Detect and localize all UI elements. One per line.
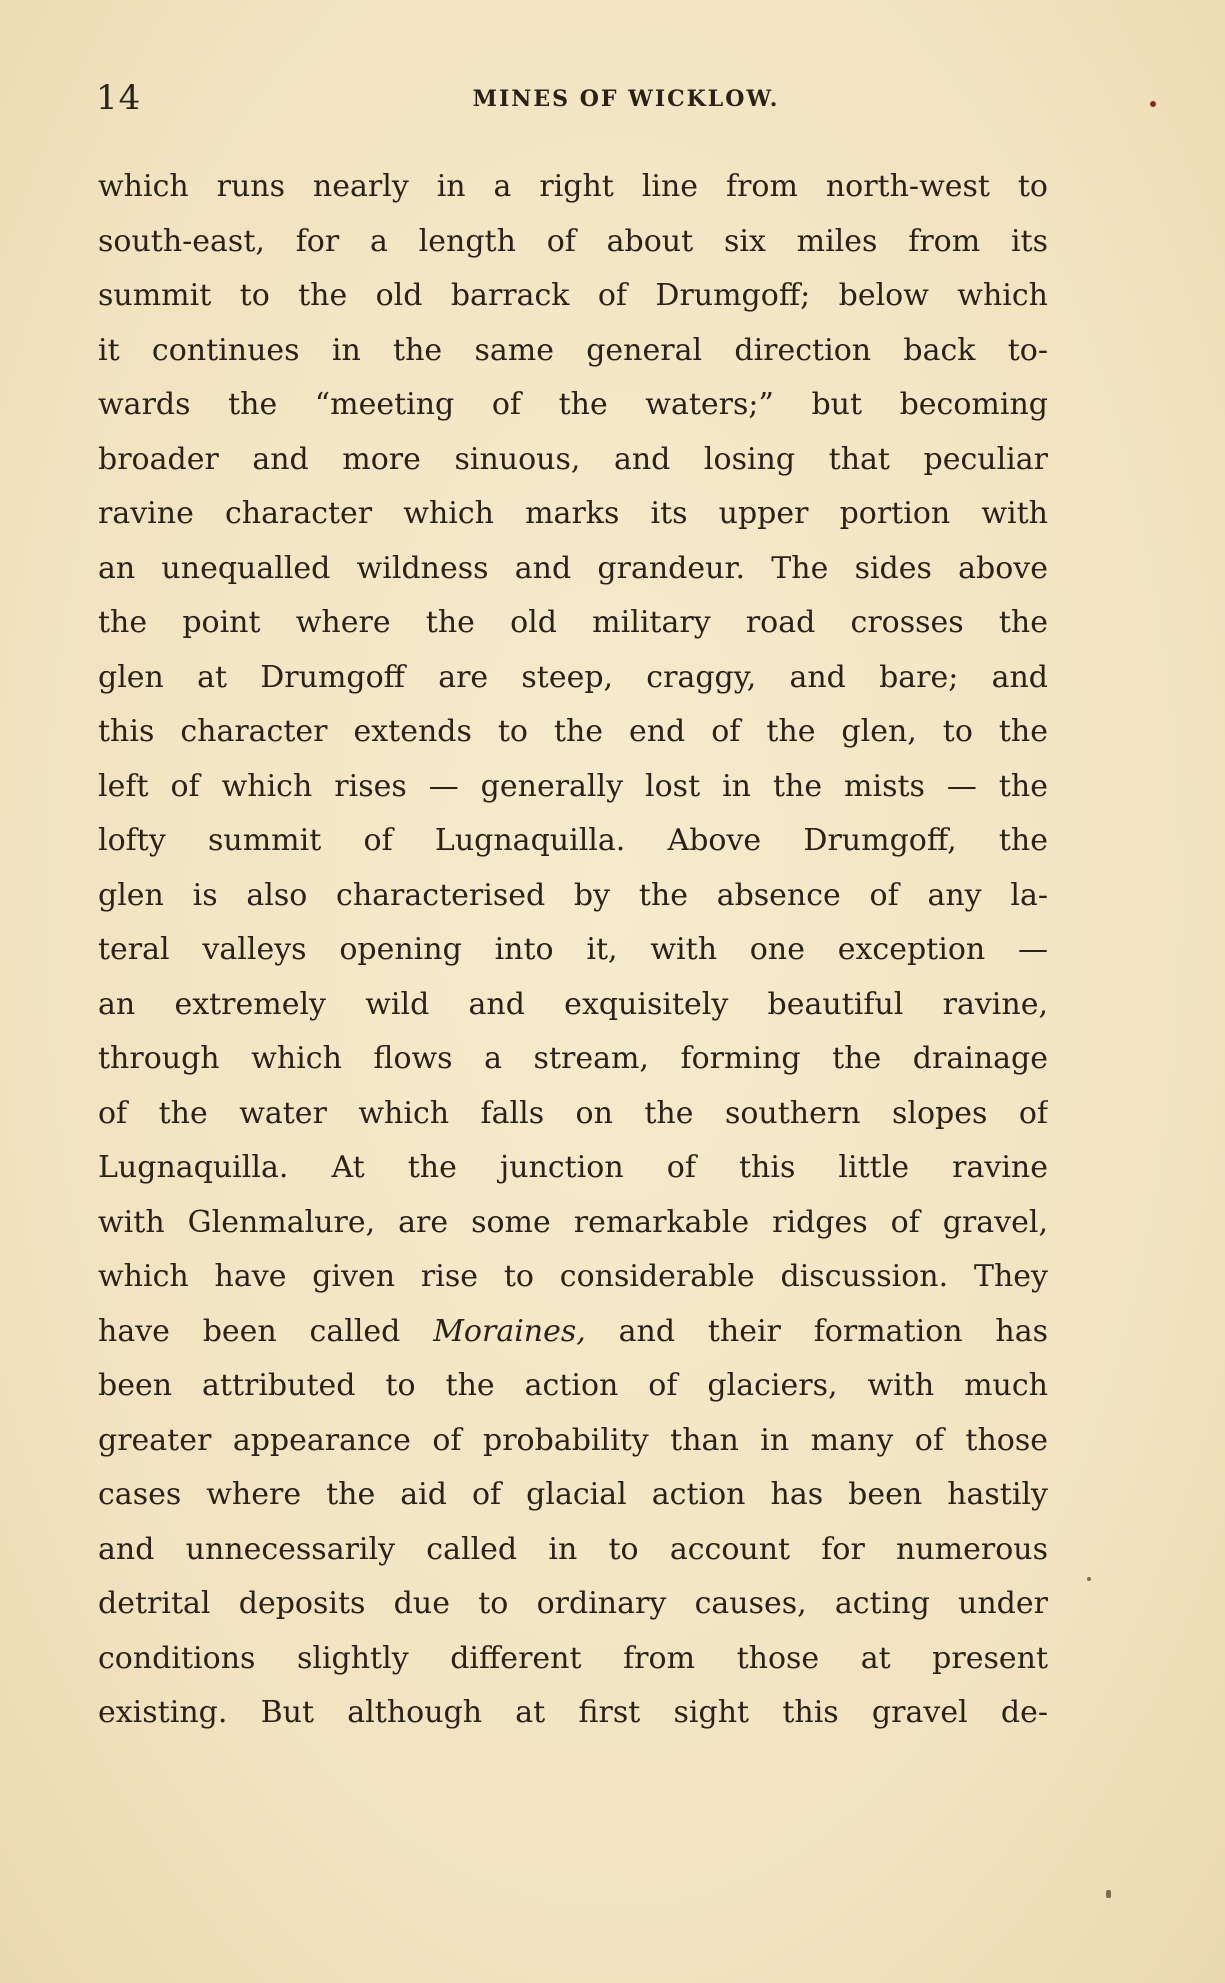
text-line: cases where the aid of glacial action has been hastily <box>98 1477 1048 1512</box>
text-line: detrital deposits due to ordinary causes, acting under <box>98 1586 1048 1621</box>
running-title: MINES OF WICKLOW. <box>472 86 780 112</box>
page-number: 14 <box>96 78 142 118</box>
text-line: been attributed to the action of glaciers, with much <box>98 1368 1048 1403</box>
text-line: greater appearance of probability than in many of those <box>98 1422 1048 1458</box>
text-line: an extremely wild and exquisitely beautiful ravine, <box>98 986 1048 1022</box>
text-line: through which flows a stream, forming the drainage <box>98 1041 1048 1076</box>
text-line: Lugnaquilla. At the junction of this little ravine <box>98 1150 1048 1185</box>
body-text <box>98 160 1048 1741</box>
text-segment: have been called <box>98 1313 434 1349</box>
text-line: glen is also characterised by the absence of any la- <box>98 877 1048 913</box>
ink-speck <box>1087 1577 1091 1581</box>
text-line: it continues in the same general direction back to- <box>98 332 1048 368</box>
ink-speck <box>1150 101 1156 107</box>
page-header <box>96 78 1156 118</box>
text-line: conditions slightly different from those at present <box>98 1640 1048 1676</box>
text-line: left of which rises — generally lost in the mists — the <box>98 768 1048 804</box>
text-line: the point where the old military road crosses the <box>98 605 1048 640</box>
text-line: wards the “meeting of the waters;” but becoming <box>98 387 1048 422</box>
text-line: glen at Drumgoff are steep, craggy, and bare; and <box>98 659 1048 695</box>
text-line: this character extends to the end of the glen, to the <box>98 714 1048 749</box>
ink-speck <box>1106 1890 1111 1898</box>
text-line: of the water which falls on the southern slopes of <box>98 1095 1048 1131</box>
text-line: an unequalled wildness and grandeur. The sides above <box>98 550 1048 586</box>
text-line-moraines <box>98 1305 1048 1360</box>
italic-term: Moraines, <box>433 1313 586 1349</box>
text-line: broader and more sinuous, and losing that peculiar <box>98 441 1048 477</box>
text-segment: and their formation has <box>585 1313 1048 1349</box>
text-line: teral valleys opening into it, with one exception — <box>98 932 1048 967</box>
text-line: and unnecessarily called in to account for numerous <box>98 1531 1048 1567</box>
text-line: summit to the old barrack of Drumgoff; below which <box>98 278 1048 313</box>
text-line: with Glenmalure, are some remarkable ridges of gravel, <box>98 1204 1048 1240</box>
text-line: which runs nearly in a right line from north-west to <box>98 169 1048 204</box>
text-line: south-east, for a length of about six miles from its <box>98 223 1048 259</box>
text-line: ravine character which marks its upper portion with <box>98 496 1048 531</box>
text-line: lofty summit of Lugnaquilla. Above Drumgoff, the <box>98 823 1048 858</box>
text-line: existing. But although at first sight this gravel de- <box>98 1695 1048 1730</box>
text-line: which have given rise to considerable discussion. They <box>98 1259 1048 1294</box>
